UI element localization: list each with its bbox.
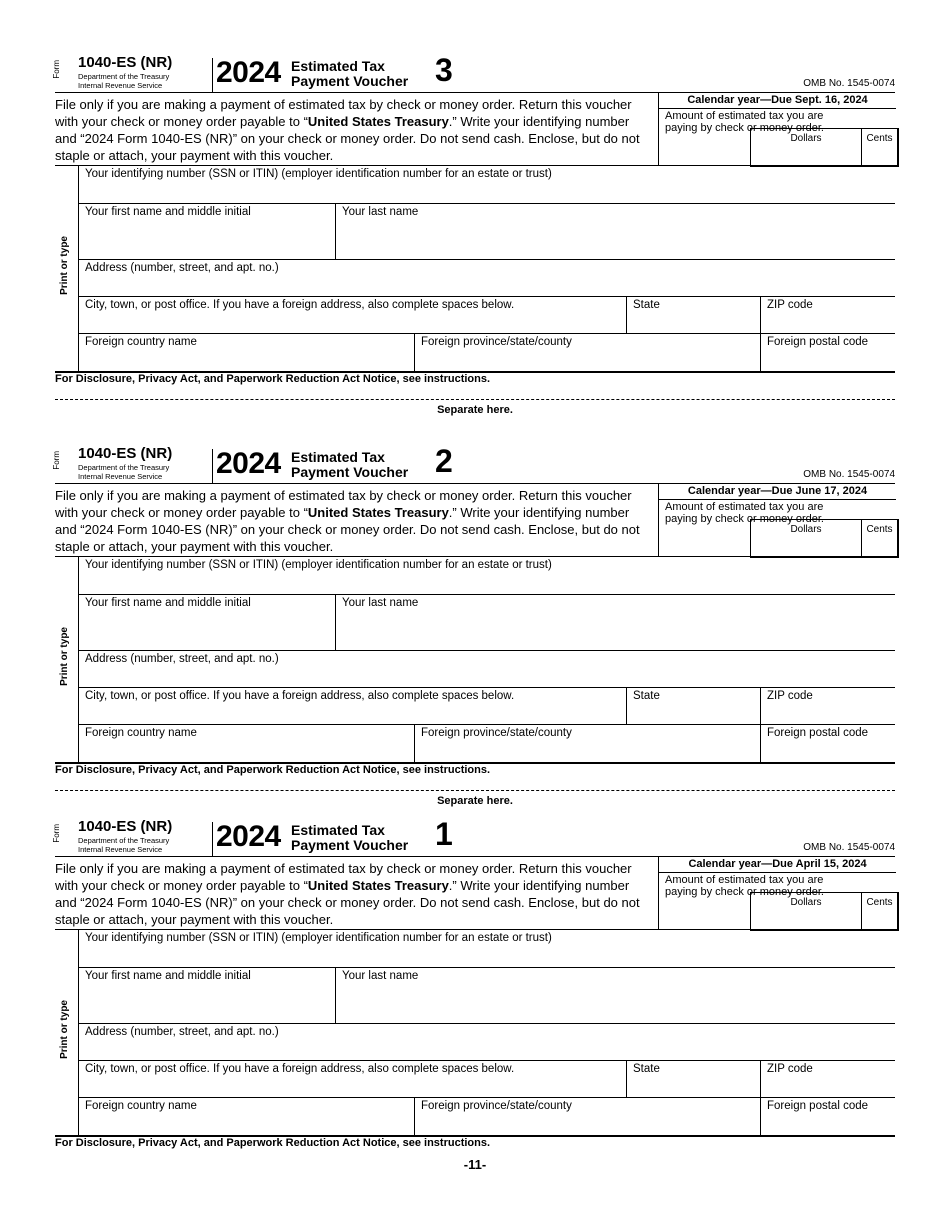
name-row <box>79 204 895 260</box>
separate-here: Separate here. <box>437 795 513 807</box>
cents-label: Cents <box>866 897 893 908</box>
city-field[interactable] <box>79 1061 626 1097</box>
zip-field[interactable] <box>760 297 896 333</box>
id-number-label: Your identifying number (SSN or ITIN) (employer identification number for an estate or trust) <box>85 168 552 180</box>
cents-field[interactable] <box>861 892 899 931</box>
tax-year: 2024 <box>216 56 281 89</box>
title-line-2: Payment Voucher <box>291 73 409 89</box>
voucher-number: 1 <box>435 816 453 852</box>
first-name-field[interactable] <box>79 204 335 259</box>
state-label: State <box>633 690 660 702</box>
foreign-row <box>79 1098 895 1135</box>
dollars-field[interactable] <box>750 519 861 558</box>
address-field[interactable] <box>79 1024 895 1060</box>
instructions-text: File only if you are making a payment of estimated tax by check or money order. Return this voucher with your check or money order payable to “ <box>55 97 632 129</box>
amount-label: Amount of estimated tax you are paying by check or money order. <box>665 874 824 898</box>
header-divider <box>212 58 213 92</box>
header-divider <box>212 822 213 856</box>
address-row <box>79 651 895 688</box>
taxpayer-fields <box>55 929 895 1137</box>
last-name-label: Your last name <box>342 206 419 218</box>
first-name-field[interactable] <box>79 595 335 650</box>
taxpayer-fields <box>55 165 895 373</box>
header-divider <box>212 449 213 483</box>
voucher-number: 3 <box>435 52 453 88</box>
form-number: 1040-ES (NR) <box>78 445 173 462</box>
first-name-field[interactable] <box>79 968 335 1023</box>
print-or-type-label: Print or type <box>59 236 70 295</box>
payment-box <box>658 92 896 165</box>
cents-label: Cents <box>866 524 893 535</box>
id-number-row <box>79 930 895 968</box>
irs-line: Internal Revenue Service <box>78 845 163 854</box>
title-line-1: Estimated Tax <box>291 822 385 838</box>
taxpayer-fields <box>55 556 895 764</box>
last-name-field[interactable] <box>335 968 896 1023</box>
voucher-number: 2 <box>435 443 453 479</box>
zip-field[interactable] <box>760 688 896 724</box>
calendar-due-date: Calendar year—Due April 15, 2024 <box>659 856 896 873</box>
dollars-label: Dollars <box>790 524 822 535</box>
foreign-country-field[interactable] <box>79 725 414 762</box>
foreign-postal-label: Foreign postal code <box>767 336 869 348</box>
department <box>78 72 169 90</box>
foreign-country-field[interactable] <box>79 1098 414 1135</box>
address-field[interactable] <box>79 651 895 687</box>
cut-line <box>55 399 895 400</box>
cents-field[interactable] <box>861 519 899 558</box>
department-line: Department of the Treasury <box>78 836 170 845</box>
state-field[interactable] <box>626 297 761 333</box>
payment-box <box>658 856 896 929</box>
foreign-postal-label: Foreign postal code <box>767 727 869 739</box>
amount-label: Amount of estimated tax you are paying by check or money order. <box>665 501 824 525</box>
dollars-field[interactable] <box>750 892 861 931</box>
foreign-province-label: Foreign province/state/county <box>421 727 572 739</box>
title-line-1: Estimated Tax <box>291 449 385 465</box>
voucher-instructions <box>55 96 653 164</box>
id-number-label: Your identifying number (SSN or ITIN) (employer identification number for an estate or trust) <box>85 559 552 571</box>
last-name-field[interactable] <box>335 204 896 259</box>
foreign-row <box>79 725 895 762</box>
name-row <box>79 595 895 651</box>
first-name-label: Your first name and middle initial <box>85 206 251 218</box>
dollars-label: Dollars <box>790 133 822 144</box>
first-name-label: Your first name and middle initial <box>85 597 251 609</box>
first-name-label: Your first name and middle initial <box>85 970 251 982</box>
title-line-2: Payment Voucher <box>291 837 409 853</box>
foreign-country-label: Foreign country name <box>85 1100 197 1112</box>
omb-number: OMB No. 1545-0074 <box>803 78 895 89</box>
city-label: City, town, or post office. If you have a foreign address, also complete spaces below. <box>85 690 515 702</box>
id-number-row <box>79 166 895 204</box>
dollars-field[interactable] <box>750 128 861 167</box>
amount-label: Amount of estimated tax you are paying by check or money order. <box>665 110 824 134</box>
tax-year: 2024 <box>216 447 281 480</box>
city-field[interactable] <box>79 297 626 333</box>
payee-name: United States Treasury <box>307 505 449 520</box>
foreign-postal-field[interactable] <box>760 334 896 371</box>
id-number-field[interactable] <box>79 557 895 594</box>
print-or-type-sidebar <box>55 166 79 371</box>
state-label: State <box>633 1063 660 1075</box>
foreign-postal-field[interactable] <box>760 1098 896 1135</box>
omb-number: OMB No. 1545-0074 <box>803 469 895 480</box>
form-number: 1040-ES (NR) <box>78 818 173 835</box>
id-number-field[interactable] <box>79 930 895 967</box>
last-name-label: Your last name <box>342 597 419 609</box>
disclosure-notice: For Disclosure, Privacy Act, and Paperwork Reduction Act Notice, see instructions. <box>55 373 491 385</box>
zip-label: ZIP code <box>767 299 813 311</box>
voucher-instructions <box>55 860 653 928</box>
address-row <box>79 1024 895 1061</box>
omb-number: OMB No. 1545-0074 <box>803 842 895 853</box>
last-name-field[interactable] <box>335 595 896 650</box>
address-label: Address (number, street, and apt. no.) <box>85 262 279 274</box>
foreign-province-field[interactable] <box>414 725 761 762</box>
foreign-country-label: Foreign country name <box>85 336 197 348</box>
form-number: 1040-ES (NR) <box>78 54 173 71</box>
form-word: Form <box>52 60 61 79</box>
instructions-text: .” Write your identifying number and “2024 Form 1040-ES (NR)” on your check or money order. Do not send cash. Enclose, but do not staple or attach, your payment with this voucher. <box>55 505 640 554</box>
irs-line: Internal Revenue Service <box>78 81 163 90</box>
foreign-postal-field[interactable] <box>760 725 896 762</box>
foreign-country-field[interactable] <box>79 334 414 371</box>
calendar-due-date: Calendar year—Due Sept. 16, 2024 <box>659 92 896 109</box>
city-row <box>79 297 895 334</box>
department-line: Department of the Treasury <box>78 72 170 81</box>
department-line: Department of the Treasury <box>78 463 170 472</box>
payment-voucher <box>52 816 895 1177</box>
state-label: State <box>633 299 660 311</box>
voucher-instructions <box>55 487 653 555</box>
address-field[interactable] <box>79 260 895 296</box>
last-name-label: Your last name <box>342 970 419 982</box>
form-word: Form <box>52 451 61 470</box>
foreign-province-label: Foreign province/state/county <box>421 336 572 348</box>
disclosure-notice: For Disclosure, Privacy Act, and Paperwork Reduction Act Notice, see instructions. <box>55 764 491 776</box>
dollars-label: Dollars <box>790 897 822 908</box>
foreign-country-label: Foreign country name <box>85 727 197 739</box>
department <box>78 463 169 481</box>
tax-year: 2024 <box>216 820 281 853</box>
address-label: Address (number, street, and apt. no.) <box>85 1026 279 1038</box>
payment-voucher <box>52 52 895 416</box>
print-or-type-sidebar <box>55 557 79 762</box>
payment-voucher <box>52 443 895 807</box>
irs-line: Internal Revenue Service <box>78 472 163 481</box>
title-line-1: Estimated Tax <box>291 58 385 74</box>
instructions-text: File only if you are making a payment of estimated tax by check or money order. Return this voucher with your check or money order payable to “ <box>55 861 632 893</box>
foreign-postal-label: Foreign postal code <box>767 1100 869 1112</box>
separate-here: Separate here. <box>437 404 513 416</box>
foreign-province-field[interactable] <box>414 334 761 371</box>
city-label: City, town, or post office. If you have a foreign address, also complete spaces below. <box>85 299 515 311</box>
instructions-text: .” Write your identifying number and “2024 Form 1040-ES (NR)” on your check or money order. Do not send cash. Enclose, but do not staple or attach, your payment with this voucher. <box>55 114 640 163</box>
cents-field[interactable] <box>861 128 899 167</box>
city-row <box>79 688 895 725</box>
state-field[interactable] <box>626 1061 761 1097</box>
id-number-label: Your identifying number (SSN or ITIN) (employer identification number for an estate or trust) <box>85 932 552 944</box>
state-field[interactable] <box>626 688 761 724</box>
payment-box <box>658 483 896 556</box>
payee-name: United States Treasury <box>307 114 449 129</box>
name-row <box>79 968 895 1024</box>
zip-label: ZIP code <box>767 1063 813 1075</box>
id-number-field[interactable] <box>79 166 895 203</box>
print-or-type-label: Print or type <box>59 1000 70 1059</box>
title-line-2: Payment Voucher <box>291 464 409 480</box>
cut-line <box>55 790 895 791</box>
foreign-province-label: Foreign province/state/county <box>421 1100 572 1112</box>
city-row <box>79 1061 895 1098</box>
instructions-text: File only if you are making a payment of estimated tax by check or money order. Return this voucher with your check or money order payable to “ <box>55 488 632 520</box>
zip-field[interactable] <box>760 1061 896 1097</box>
form-word: Form <box>52 824 61 843</box>
page-number: -11- <box>463 1157 487 1172</box>
foreign-row <box>79 334 895 371</box>
cents-label: Cents <box>866 133 893 144</box>
zip-label: ZIP code <box>767 690 813 702</box>
calendar-due-date: Calendar year—Due June 17, 2024 <box>659 483 896 500</box>
payee-name: United States Treasury <box>307 878 449 893</box>
department <box>78 836 169 854</box>
address-row <box>79 260 895 297</box>
city-label: City, town, or post office. If you have a foreign address, also complete spaces below. <box>85 1063 515 1075</box>
city-field[interactable] <box>79 688 626 724</box>
foreign-province-field[interactable] <box>414 1098 761 1135</box>
disclosure-notice: For Disclosure, Privacy Act, and Paperwork Reduction Act Notice, see instructions. <box>55 1137 491 1149</box>
id-number-row <box>79 557 895 595</box>
instructions-text: .” Write your identifying number and “2024 Form 1040-ES (NR)” on your check or money order. Do not send cash. Enclose, but do not staple or attach, your payment with this voucher. <box>55 878 640 927</box>
address-label: Address (number, street, and apt. no.) <box>85 653 279 665</box>
print-or-type-label: Print or type <box>59 627 70 686</box>
print-or-type-sidebar <box>55 930 79 1135</box>
